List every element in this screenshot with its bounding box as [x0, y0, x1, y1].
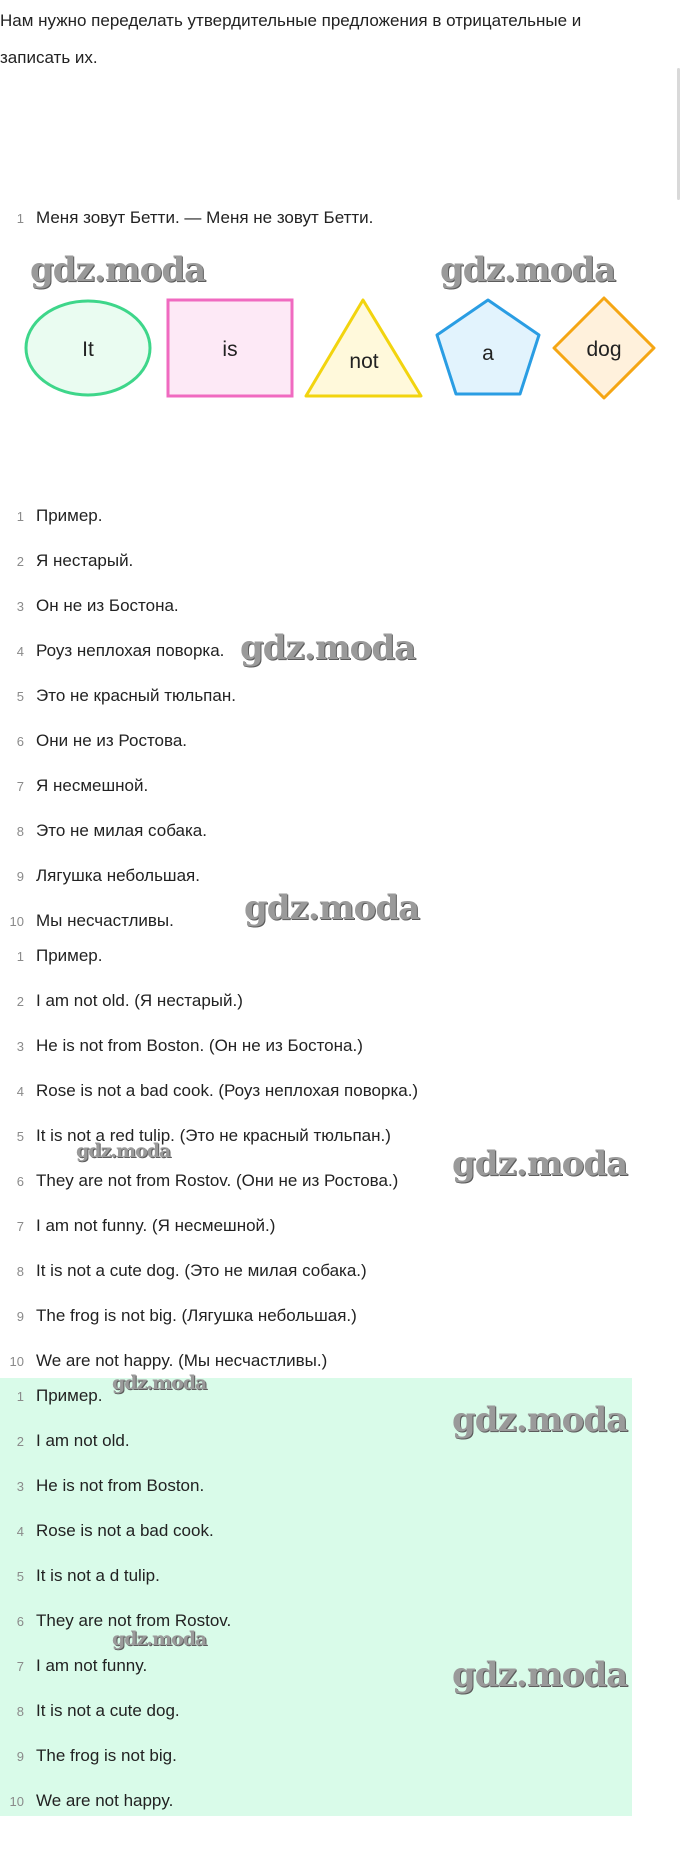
list-item: 8 It is not a cute dog. — [16, 1701, 180, 1720]
example-line — [0, 204, 373, 232]
list-item: 2 I am not old. (Я нестарый.) — [16, 991, 243, 1010]
watermark: gdz.moda — [452, 1655, 628, 1695]
list-item: 10 We are not happy. (Мы несчастливы.) — [9, 1351, 328, 1370]
list-item: 6 They are not from Rostov. (Они не из Ростова.) — [16, 1171, 399, 1190]
list-item: 9 Лягушка небольшая. — [16, 866, 200, 885]
shape-dog — [554, 298, 654, 398]
list-item: 5 It is not a red tulip. (Это не красный тюльпан.) — [16, 1126, 391, 1145]
shape-label-not: not — [349, 350, 379, 373]
list-item: 10 We are not happy. — [9, 1791, 174, 1810]
list-item: 3 He is not from Boston. (Он не из Бостона.) — [16, 1036, 363, 1055]
word-shapes-diagram — [0, 290, 680, 410]
list-item: 5 It is not a d tulip. — [16, 1566, 160, 1585]
list-item: 9 The frog is not big. — [16, 1746, 177, 1765]
watermark: gdz.moda — [112, 1628, 207, 1650]
list-item: 2 Я нестарый. — [16, 551, 134, 570]
list-item: 8 Это не милая собака. — [16, 821, 207, 840]
shape-label-a: a — [482, 342, 494, 365]
list-item: 7 I am not funny. (Я несмешной.) — [16, 1216, 276, 1235]
list-item: 1 Пример. — [16, 946, 103, 965]
list-item: 8 It is not a cute dog. (Это не милая собака.) — [16, 1261, 367, 1280]
watermark: gdz.moda — [112, 1372, 207, 1394]
watermark: gdz.moda — [244, 888, 420, 928]
list-item: 7 Я несмешной. — [16, 776, 149, 795]
watermark: gdz.moda — [440, 250, 616, 290]
list-item: 3 He is not from Boston. — [16, 1476, 205, 1495]
list-item: 1 Пример. — [16, 1386, 103, 1405]
shape-is — [168, 300, 292, 396]
list-item: 4 Роуз неплохая поворка. — [16, 641, 225, 660]
shape-not — [306, 300, 421, 396]
list-item: 9 The frog is not big. (Лягушка небольшая.) — [16, 1306, 357, 1325]
list-item: 6 They are not from Rostov. — [16, 1611, 232, 1630]
shape-it — [26, 301, 150, 395]
list-item: 3 Он не из Бостона. — [16, 596, 179, 615]
shape-label-it: It — [82, 338, 94, 361]
watermark: gdz.moda — [240, 628, 416, 668]
list-item: 2 I am not old. — [16, 1431, 130, 1450]
list-item: 5 Это не красный тюльпан. — [16, 686, 236, 705]
list-item: 6 Они не из Ростова. — [16, 731, 188, 750]
shape-label-is: is — [222, 338, 238, 361]
line-text: Меня зовут Бетти. — Меня не зовут Бетти. — [36, 208, 374, 227]
list-item: 4 Rose is not a bad cook. — [16, 1521, 214, 1540]
line-number: 1 — [16, 210, 24, 226]
list-item: 4 Rose is not a bad cook. (Роуз неплохая поворка.) — [16, 1081, 419, 1100]
watermark: gdz.moda — [76, 1140, 171, 1162]
list-item: 7 I am not funny. — [16, 1656, 148, 1675]
intro-text: Нам нужно переделать утвердительные предложения в отрицательные и записать их. — [0, 11, 582, 67]
shape-a — [437, 300, 539, 394]
watermark: gdz.moda — [452, 1400, 628, 1440]
watermark: gdz.moda — [30, 250, 206, 290]
list-item: 1 Пример. — [16, 506, 103, 525]
shape-label-dog: dog — [586, 338, 622, 361]
watermark: gdz.moda — [452, 1144, 628, 1184]
list-item: 10 Мы несчастливы. — [9, 911, 174, 930]
